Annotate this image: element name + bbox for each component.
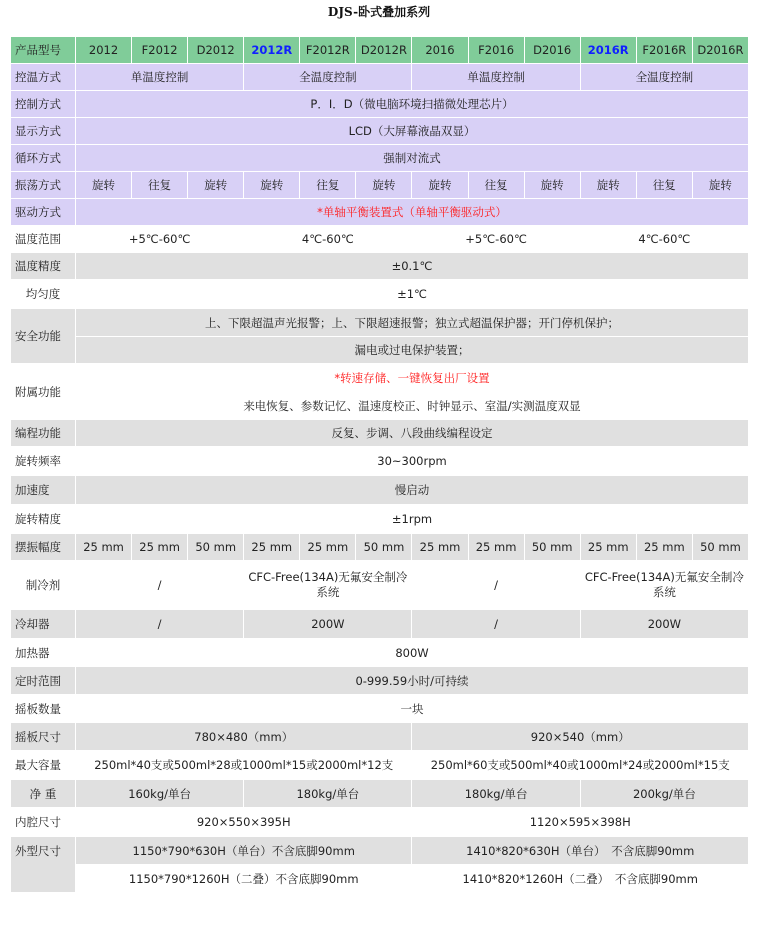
row-label: 净 重 (11, 780, 75, 807)
cell: 慢启动 (76, 476, 748, 504)
cell: 一块 (76, 695, 748, 722)
cell: 200kg/单台 (581, 780, 748, 807)
cell: 180kg/单台 (244, 780, 411, 807)
row-temp-control (11, 64, 748, 90)
cell: 25 mm (637, 534, 692, 560)
row-drive (11, 199, 748, 225)
cell: 往复 (132, 172, 187, 198)
cell: 旋转 (356, 172, 411, 198)
row-label: 振荡方式 (11, 172, 75, 198)
row-label: 循环方式 (11, 145, 75, 171)
cell: 旋转 (693, 172, 748, 198)
row-label: 安全功能 (11, 309, 75, 363)
row-label: 旋转频率 (11, 447, 75, 475)
row-label: 定时范围 (11, 667, 75, 694)
row-label: 冷却器 (11, 610, 75, 638)
cell: 200W (581, 610, 748, 638)
spec-table (10, 36, 749, 893)
cell: 上、下限超温声光报警；上、下限超速报警；独立式超温保护器；开门停机保护； (76, 309, 748, 336)
row-display-mode (11, 118, 748, 144)
cell: 全温度控制 (581, 64, 748, 90)
header-row (11, 37, 748, 63)
row-rotation-accuracy (11, 505, 748, 533)
model-d2016r: D2016R (693, 37, 748, 63)
cell: 160kg/单台 (76, 780, 243, 807)
cell: 1410*820*1260H（二叠） 不含底脚90mm (412, 865, 748, 892)
cell: ±0.1℃ (76, 253, 748, 279)
cell: 往复 (469, 172, 524, 198)
row-uniformity (11, 280, 748, 308)
row-rotation-freq (11, 447, 748, 475)
cell: CFC-Free(134A)无氟安全制冷系统 (244, 561, 411, 609)
row-outer-size (11, 837, 748, 864)
row-control-mode (11, 91, 748, 117)
model-d2012: D2012 (188, 37, 243, 63)
cell: 反复、步调、八段曲线编程设定 (76, 420, 748, 446)
cell: 旋转 (412, 172, 467, 198)
cell: ±1rpm (76, 505, 748, 533)
cell: 50 mm (693, 534, 748, 560)
row-label: 控制方式 (11, 91, 75, 117)
row-label: 温度精度 (11, 253, 75, 279)
row-plate-count (11, 695, 748, 722)
row-cooler (11, 610, 748, 638)
cell: +5℃-60℃ (76, 226, 243, 252)
row-label: 摇板尺寸 (11, 723, 75, 750)
model-f2012: F2012 (132, 37, 187, 63)
row-refrigerant (11, 561, 748, 609)
row-label: 控温方式 (11, 64, 75, 90)
cell: 920×540（mm） (412, 723, 748, 750)
cell: 单温度控制 (76, 64, 243, 90)
cell: 往复 (637, 172, 692, 198)
row-safety-2 (11, 337, 748, 363)
cell: 来电恢复、参数记忆、温速度校正、时钟显示、室温/实测温度双显 (76, 393, 748, 419)
cell: *转速存储、一键恢复出厂设置 (76, 364, 748, 392)
cell: 200W (244, 610, 411, 638)
row-label: 制冷剂 (11, 561, 75, 609)
row-label: 摆振幅度 (11, 534, 75, 560)
cell: 旋转 (76, 172, 131, 198)
row-max-capacity (11, 751, 748, 779)
cell: LCD（大屏幕液晶双显） (76, 118, 748, 144)
row-net-weight (11, 780, 748, 807)
cell: 250ml*40支或500ml*28或1000ml*15或2000ml*12支 (76, 751, 411, 779)
cell: 25 mm (469, 534, 524, 560)
model-f2016: F2016 (469, 37, 524, 63)
row-label: 加速度 (11, 476, 75, 504)
row-amplitude (11, 534, 748, 560)
cell: P．I．D（微电脑环境扫描微处理芯片） (76, 91, 748, 117)
row-accessory-2 (11, 393, 748, 419)
cell: 往复 (300, 172, 355, 198)
model-2016: 2016 (412, 37, 467, 63)
cell: 30~300rpm (76, 447, 748, 475)
cell: / (412, 610, 579, 638)
row-label: 显示方式 (11, 118, 75, 144)
cell: ±1℃ (76, 280, 748, 308)
cell: 25 mm (412, 534, 467, 560)
cell: 4℃-60℃ (244, 226, 411, 252)
cell: 50 mm (525, 534, 580, 560)
cell: 25 mm (581, 534, 636, 560)
cell: 1150*790*630H（单台）不含底脚90mm (76, 837, 411, 864)
model-2016r: 2016R (581, 37, 636, 63)
cell: 旋转 (581, 172, 636, 198)
cell: 780×480（mm） (76, 723, 411, 750)
row-acceleration (11, 476, 748, 504)
row-label: 旋转精度 (11, 505, 75, 533)
row-outer-size-2 (11, 865, 748, 892)
row-label: 编程功能 (11, 420, 75, 446)
cell: +5℃-60℃ (412, 226, 579, 252)
row-label: 内腔尺寸 (11, 808, 75, 836)
cell: 旋转 (525, 172, 580, 198)
row-label: 最大容量 (11, 751, 75, 779)
row-plate-size (11, 723, 748, 750)
cell: / (76, 610, 243, 638)
cell: 1150*790*1260H（二叠）不含底脚90mm (76, 865, 411, 892)
cell: 180kg/单台 (412, 780, 579, 807)
row-label: 加热器 (11, 639, 75, 666)
cell: 50 mm (356, 534, 411, 560)
cell: 1410*820*630H（单台） 不含底脚90mm (412, 837, 748, 864)
cell: / (412, 561, 579, 609)
model-label: 产品型号 (11, 37, 75, 63)
cell: 250ml*60支或500ml*40或1000ml*24或2000ml*15支 (412, 751, 748, 779)
row-accessory (11, 364, 748, 392)
cell: 25 mm (300, 534, 355, 560)
cell: 920×550×395H (76, 808, 411, 836)
model-f2016r: F2016R (637, 37, 692, 63)
cell: 漏电或过电保护装置； (76, 337, 748, 363)
row-label: 摇板数量 (11, 695, 75, 722)
cell: 旋转 (244, 172, 299, 198)
row-label: 附属功能 (11, 364, 75, 419)
cell: 800W (76, 639, 748, 666)
model-2012r: 2012R (244, 37, 299, 63)
cell: 25 mm (76, 534, 131, 560)
row-oscillation (11, 172, 748, 198)
row-heater (11, 639, 748, 666)
page-title: DJS-卧式叠加系列 (327, 5, 431, 19)
model-d2016: D2016 (525, 37, 580, 63)
row-circulation (11, 145, 748, 171)
row-safety (11, 309, 748, 336)
cell: 全温度控制 (244, 64, 411, 90)
row-programming (11, 420, 748, 446)
row-label: 温度范围 (11, 226, 75, 252)
cell: 强制对流式 (76, 145, 748, 171)
cell: 50 mm (188, 534, 243, 560)
row-timer (11, 667, 748, 694)
row-label: 均匀度 (11, 280, 75, 308)
row-chamber-size (11, 808, 748, 836)
cell: 25 mm (132, 534, 187, 560)
model-2012: 2012 (76, 37, 131, 63)
cell: / (76, 561, 243, 609)
cell: 0-999.59小时/可持续 (76, 667, 748, 694)
cell: 旋转 (188, 172, 243, 198)
row-label: 驱动方式 (11, 199, 75, 225)
model-d2012r: D2012R (356, 37, 411, 63)
cell: 25 mm (244, 534, 299, 560)
row-temp-range (11, 226, 748, 252)
row-temp-accuracy (11, 253, 748, 279)
model-f2012r: F2012R (300, 37, 355, 63)
cell: CFC-Free(134A)无氟安全制冷系统 (581, 561, 748, 609)
cell: *单轴平衡装置式（单轴平衡驱动式） (76, 199, 748, 225)
cell: 单温度控制 (412, 64, 579, 90)
row-label: 外型尺寸 (11, 837, 75, 892)
cell: 4℃-60℃ (581, 226, 748, 252)
cell: 1120×595×398H (412, 808, 748, 836)
